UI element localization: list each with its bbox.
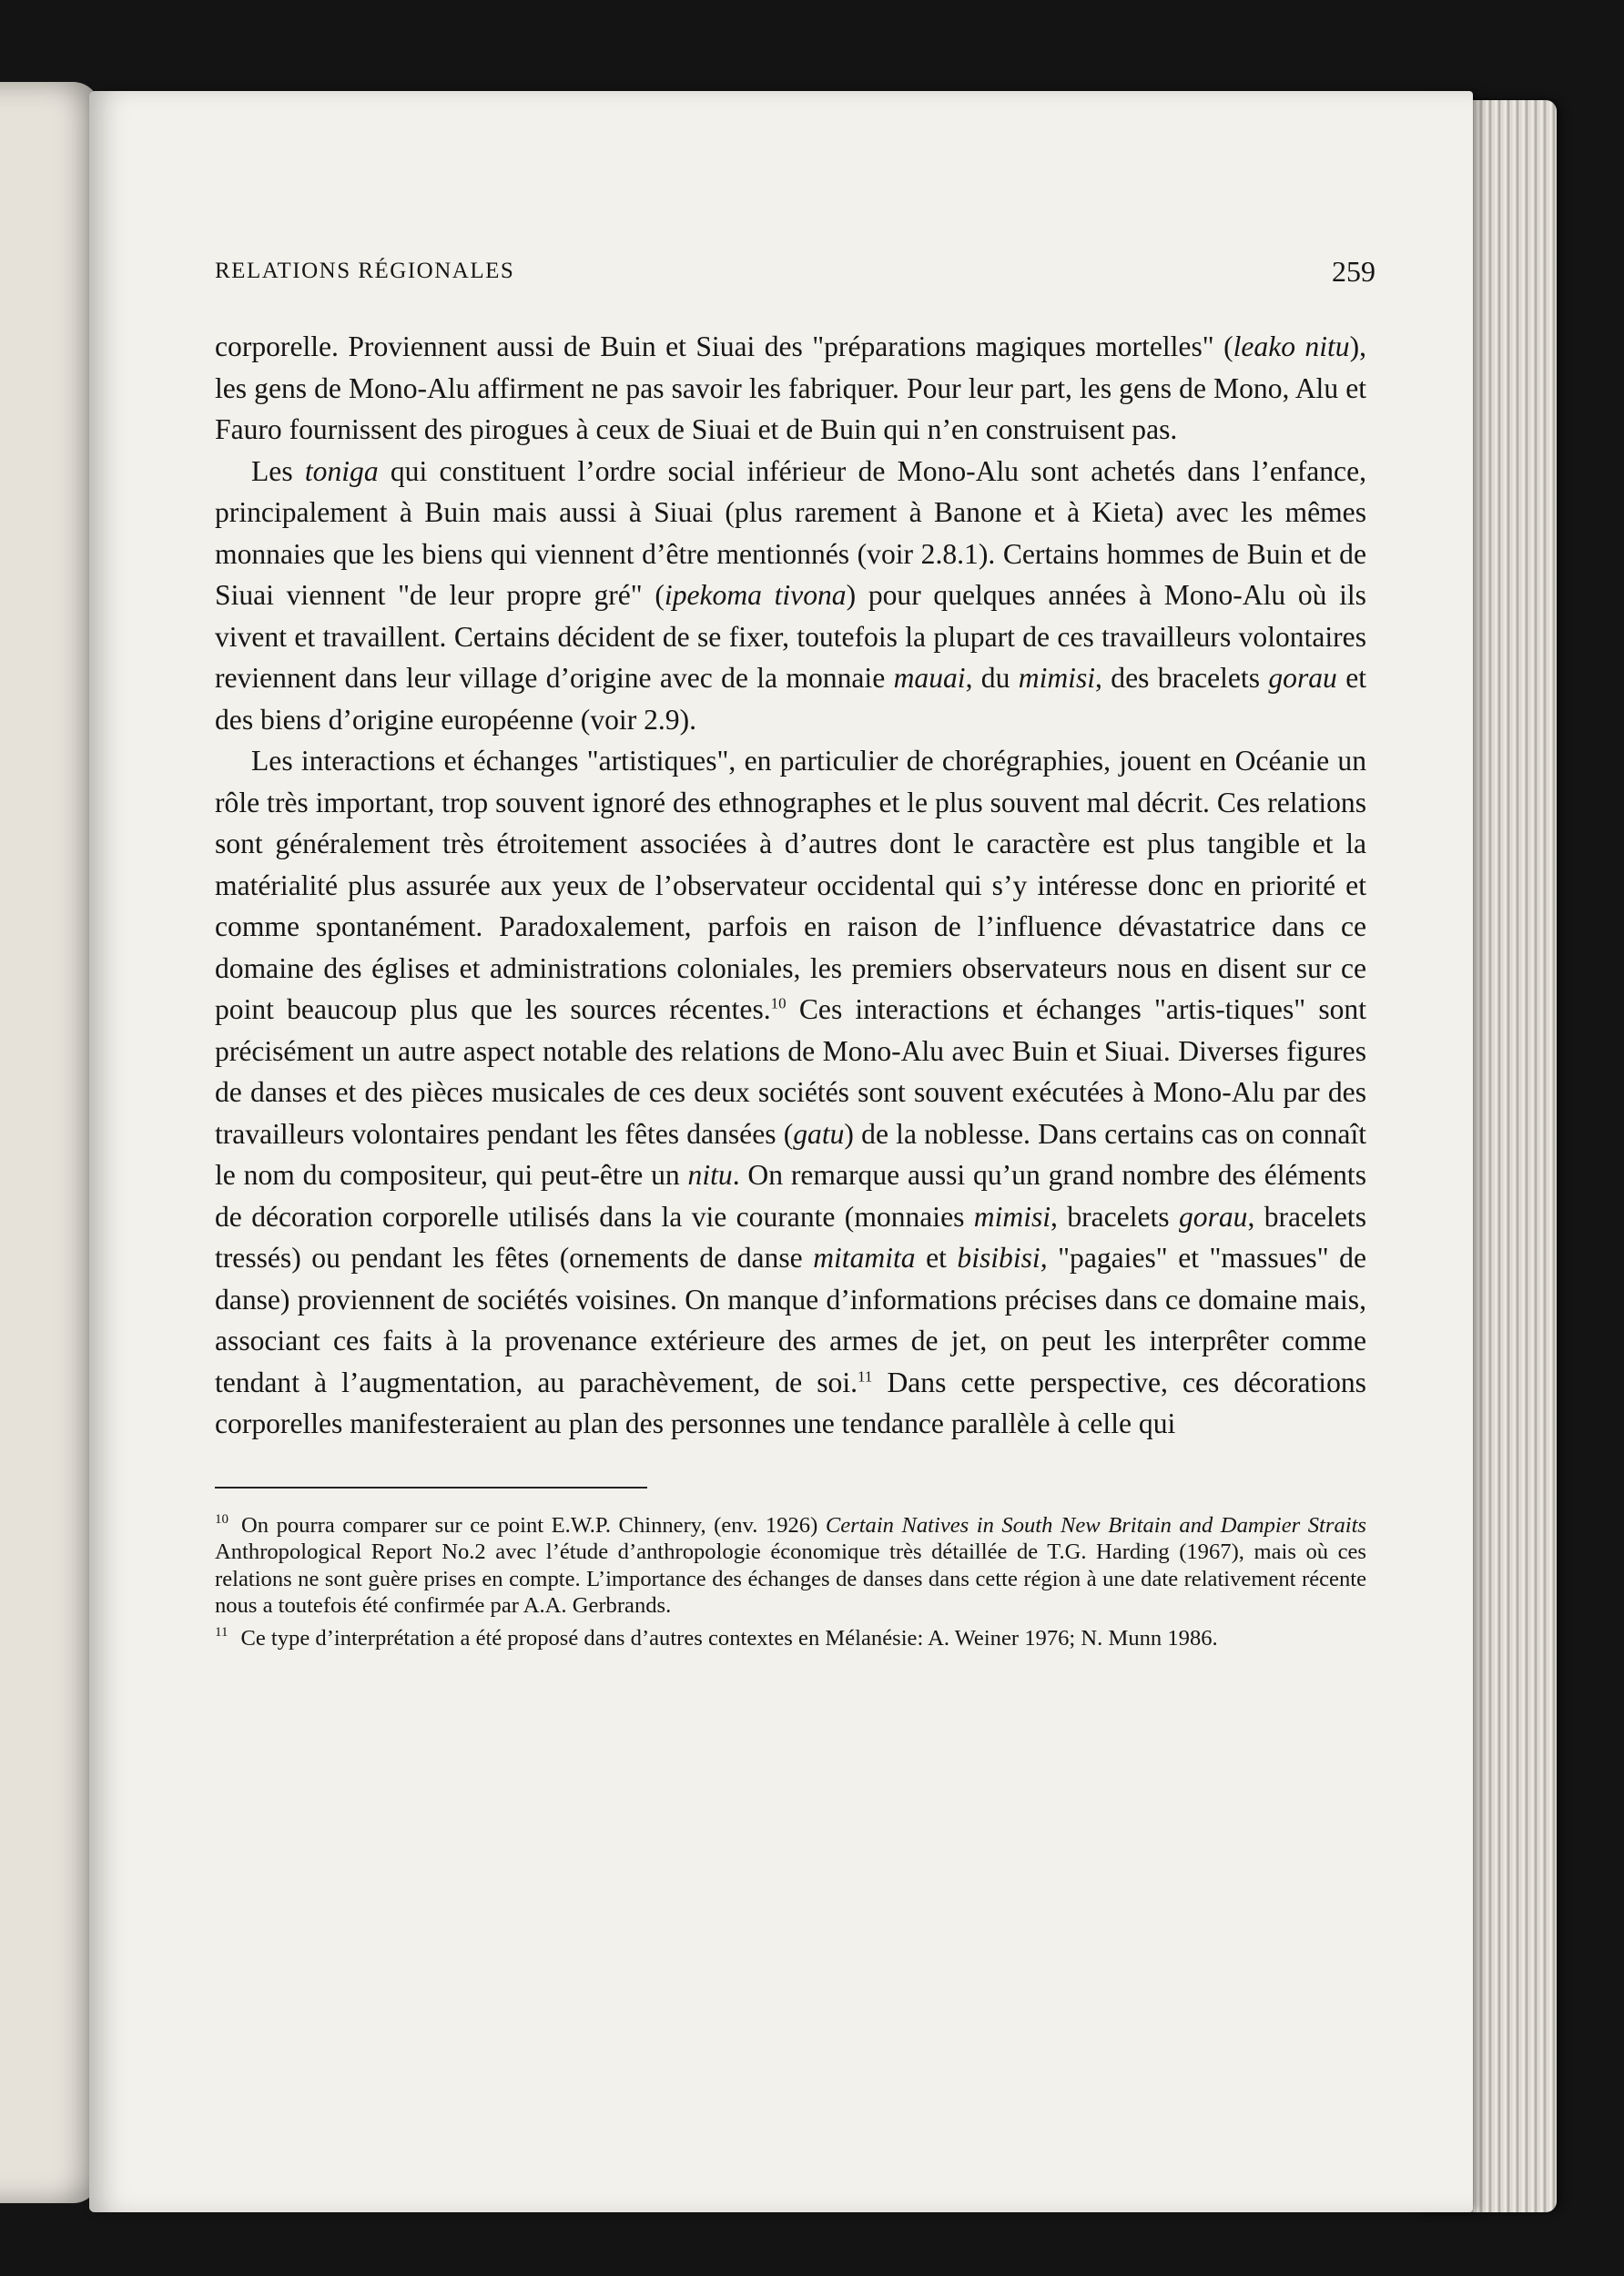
italic-term: gatu (793, 1117, 845, 1150)
body-text (215, 326, 1366, 1445)
text-run: corporelle. Proviennent aussi de Buin et Siuai des "préparations magiques mortelles" ( (215, 330, 1233, 362)
text-run: On pourra comparer sur ce point E.W.P. Chinnery, (env. 1926) (241, 1512, 826, 1538)
text-run: Dans cette perspective, ces décorations corporelles manifesteraient au plan des personnes une tendance parallèle à celle qui (215, 1366, 1366, 1439)
text-run: "pagaies" et "massues" de danse) proviennent de sociétés voisines. On manque d’informations précises dans ce domaine mais, associant ces faits à la provenance extérieure des armes de jet, on peut les interprêter comme tendant à l’augmentation, au parachèvement, de soi. (215, 1242, 1366, 1398)
text-run: Les interactions et échanges "artistiques", en particulier de chorégraphies, jouent en Océanie un rôle très important, trop souvent ignoré des ethnographes et le plus souvent mal décrit. Ces relations sont généralement très étroitement associées à d’autres dont le caractère est plus tangible et la matérialité plus assurée aux yeux de l’observateur occidental qui s’y intéresse donc en priorité et comme spontanément. Paradoxalement, parfois en raison de l’influence dévastatrice dans ce domaine des églises et administrations coloniales, les premiers observateurs nous en disent sur ce point beaucoup plus que les sources récentes. (215, 745, 1366, 1025)
footnote-rule (215, 1487, 647, 1489)
page-number: 259 (1332, 255, 1375, 288)
footnote-reference: 10 (770, 994, 787, 1012)
italic-term: mitamita (813, 1242, 916, 1274)
footnote-marker: 10 (215, 1512, 228, 1528)
paragraph (215, 451, 1366, 741)
text-run: , des bracelets (1095, 662, 1269, 694)
italic-term: ipekoma tivona (664, 579, 847, 611)
paragraph (215, 326, 1366, 451)
footnote-reference: 11 (858, 1367, 873, 1385)
text-run: ), les gens de Mono-Alu affirment ne pas savoir les fabriquer. Pour leur part, les gens de Mono, Alu et Fauro fournissent des pirogues à ceux de Siuai et de Buin qui n’en construisent pas. (215, 330, 1366, 445)
book-page (89, 91, 1473, 2212)
text-run: . On remarque aussi qu’un grand nombre des éléments de décoration corporelle utilisés dans la vie courante (monnaies (215, 1159, 1366, 1233)
italic-term: mimisi (973, 1200, 1051, 1233)
text-run: Les (251, 454, 305, 487)
text-run: , bracelets (1051, 1200, 1179, 1233)
running-head (215, 255, 1375, 310)
footnote (215, 1512, 1366, 1620)
page-content (215, 255, 1375, 1657)
italic-term: gorau (1178, 1200, 1248, 1233)
text-run: ) pour quelques années à Mono-Alu où ils vivent et travaillent. Certains décident de se fixer, toutefois la plupart de ces travailleurs volontaires reviennent dans leur village d’origine avec de la monnaie (215, 579, 1366, 694)
left-page-edge (0, 82, 100, 2203)
italic-term: toniga (304, 454, 379, 487)
footnote-marker: 11 (215, 1625, 228, 1641)
footnotes (215, 1512, 1366, 1652)
text-run: et (915, 1242, 958, 1274)
text-run: et des biens d’origine européenne (voir 2.9). (215, 662, 1366, 736)
italic-term: Certain Natives in South New Britain and Dampier Straits (825, 1512, 1366, 1538)
text-run: Ce type d’interprétation a été proposé dans d’autres contextes en Mélanésie: A. Weiner 1976; N. Munn 1986. (240, 1625, 1218, 1651)
text-run: , du (965, 662, 1019, 694)
italic-term: bisibisi, (957, 1242, 1048, 1274)
paragraph (215, 740, 1366, 1445)
text-run: ) de la noblesse. Dans certains cas on connaît le nom du compositeur, qui peut-être un (215, 1117, 1367, 1191)
italic-term: mauai (893, 662, 966, 694)
italic-term: gorau (1268, 662, 1337, 694)
text-run: Anthropological Report No.2 avec l’étude d’anthropologie économique très détaillée de T.G. Harding (1967), mais où ces relations ne sont guère prises en compte. L’importance des échanges de danses dans cette région à une date relativement récente nous a toutefois été confirmée par A.A. Gerbrands. (215, 1539, 1366, 1618)
italic-term: mimisi (1018, 662, 1096, 694)
text-run: , bracelets tressés) ou pendant les fêtes (ornements de danse (215, 1200, 1366, 1274)
footnote (215, 1625, 1366, 1652)
text-run: qui constituent l’ordre social inférieur de Mono-Alu sont achetés dans l’enfance, principalement à Buin mais aussi à Siuai (plus rarement à Banone et à Kieta) avec les mêmes monnaies que les biens qui viennent d’être mentionnés (voir 2.8.1). Certains hommes de Buin et de Siuai viennent "de leur propre gré" ( (215, 454, 1366, 611)
running-title: RELATIONS RÉGIONALES (215, 259, 515, 283)
italic-term: leako nitu (1233, 330, 1350, 362)
italic-term: nitu (687, 1159, 733, 1191)
text-run: Ces interactions et échanges "artis-tiques" sont précisément un autre aspect notable des relations de Mono-Alu avec Buin et Siuai. Diverses figures de danses et des pièces musicales de ces deux sociétés sont souvent exécutées à Mono-Alu par des travailleurs volontaires pendant les fêtes dansées ( (215, 993, 1366, 1150)
